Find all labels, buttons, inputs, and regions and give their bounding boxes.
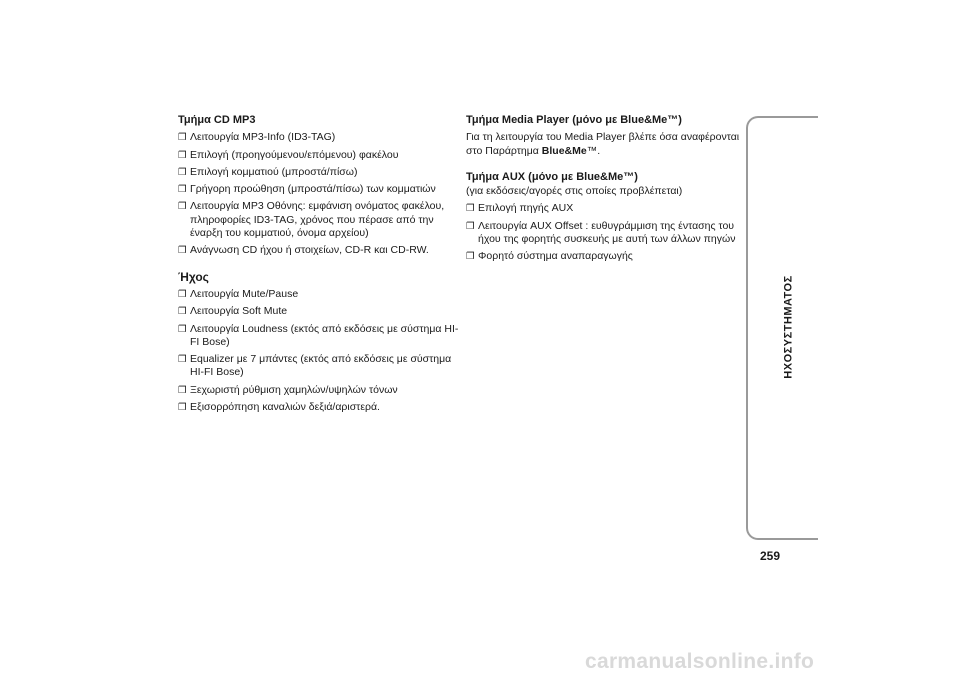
checkbox-bullet-icon: ❒ xyxy=(466,251,475,263)
list-item: ❒ Γρήγορη προώθηση (μπροστά/πίσω) των κομματιών xyxy=(178,183,436,196)
blue-me-reference: Blue&Me xyxy=(541,144,587,157)
left-column xyxy=(178,114,463,427)
checkbox-bullet-icon: ❒ xyxy=(178,149,187,161)
checkbox-bullet-icon: ❒ xyxy=(178,402,187,414)
checkbox-bullet-icon: ❒ xyxy=(178,132,187,144)
chapter-tab-label: ΗΧΟΣΥΣΤΗΜΑΤΟΣ xyxy=(783,275,796,379)
list-item: ❒ Επιλογή πηγής AUX xyxy=(466,202,574,215)
list-item: ❒ Εξισορρόπηση καναλιών δεξιά/αριστερά. xyxy=(178,401,380,414)
cd-mp3-list xyxy=(178,131,463,257)
page-number: 259 xyxy=(760,549,781,563)
checkbox-bullet-icon: ❒ xyxy=(178,288,187,300)
checkbox-bullet-icon: ❒ xyxy=(178,245,187,257)
checkbox-bullet-icon: ❒ xyxy=(178,201,187,213)
list-item: ❒ Επιλογή κομματιού (μπροστά/πίσω) xyxy=(178,165,358,178)
checkbox-bullet-icon: ❒ xyxy=(178,184,187,196)
checkbox-bullet-icon: ❒ xyxy=(178,323,187,335)
media-player-heading: Τμήμα Media Player (μόνο με Blue&Me™) xyxy=(466,114,682,126)
media-player-section xyxy=(466,114,746,158)
list-item: ❒ Ανάγνωση CD ήχου ή στοιχείων, CD-R και CD-RW. xyxy=(178,244,429,257)
sound-heading: Ήχος xyxy=(178,269,209,284)
checkbox-bullet-icon: ❒ xyxy=(178,384,187,396)
aux-heading: Τμήμα AUX (μόνο με Blue&Me™) xyxy=(466,170,638,183)
media-player-text: Για τη λειτουργία του Media Player βλέπε όσα αναφέρονται στο Παράρτημα Blue&Me™. xyxy=(466,131,740,157)
aux-section xyxy=(466,171,746,264)
checkbox-bullet-icon: ❒ xyxy=(178,166,187,178)
checkbox-bullet-icon: ❒ xyxy=(466,203,475,215)
aux-list xyxy=(466,202,746,263)
sound-section xyxy=(178,271,463,415)
right-column xyxy=(466,114,746,277)
list-item: ❒ Λειτουργία AUX Offset : ευθυγράμμιση της έντασης του ήχου της φορητής συσκευής με αυτή των άλλων πηγών xyxy=(466,219,736,246)
list-item: ❒ Ξεχωριστή ρύθμιση χαμηλών/υψηλών τόνων xyxy=(178,383,398,396)
list-item: ❒ Λειτουργία Mute/Pause xyxy=(178,287,299,300)
cd-mp3-section xyxy=(178,114,463,258)
list-item: ❒ Επιλογή (προηγούμενου/επόμενου) φακέλου xyxy=(178,148,399,161)
checkbox-bullet-icon: ❒ xyxy=(178,306,187,318)
cd-mp3-heading: Τμήμα CD MP3 xyxy=(178,114,256,126)
checkbox-bullet-icon: ❒ xyxy=(466,220,475,232)
watermark: carmanualsonline.info xyxy=(585,650,815,673)
list-item: ❒ Λειτουργία MP3 Οθόνης: εμφάνιση ονόματος φακέλου, πληροφορίες ID3-TAG, χρόνος που πέρασε από την έναρξη του κομματιού, όνομα αρχείου) xyxy=(178,200,445,240)
list-item: ❒ Equalizer με 7 μπάντες (εκτός από εκδόσεις με σύστημα HI-FI Bose) xyxy=(178,353,452,379)
checkbox-bullet-icon: ❒ xyxy=(178,354,187,366)
list-item: ❒ Φορητό σύστημα αναπαραγωγής xyxy=(466,250,633,263)
list-item: ❒ Λειτουργία Soft Mute xyxy=(178,305,288,318)
list-item: ❒ Λειτουργία Loudness (εκτός από εκδόσεις με σύστημα HI-FI Bose) xyxy=(178,322,459,348)
aux-subtitle: (για εκδόσεις/αγορές στις οποίες προβλέπεται) xyxy=(466,185,683,198)
sound-list xyxy=(178,288,463,414)
list-item: ❒ Λειτουργία MP3-Info (ID3-TAG) xyxy=(178,131,336,144)
